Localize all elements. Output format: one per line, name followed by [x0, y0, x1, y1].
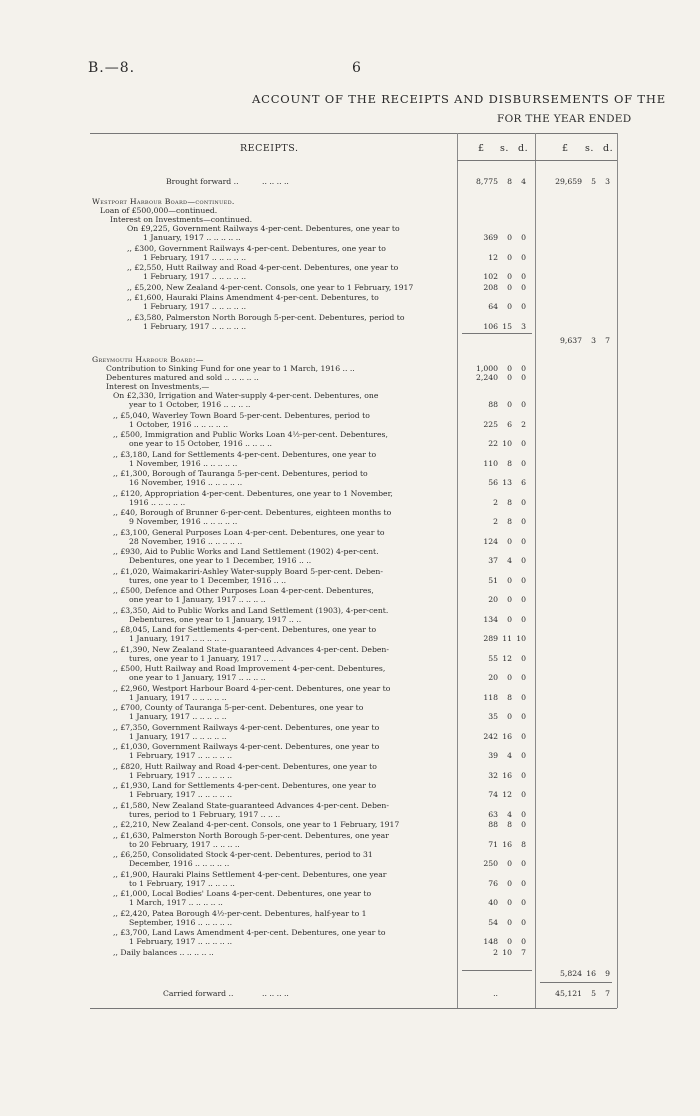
item-text-line: to 1 February, 1917 .. .. .. .. [129, 878, 235, 888]
brought-forward-leader: .. .. .. .. [262, 177, 289, 186]
brought-forward-total-shillings: 5 [591, 177, 596, 186]
item-pence: 8 [521, 839, 526, 849]
item-text-line: ,, £820, Hutt Railway and Road 4-per-cent. Debentures, one year to [113, 761, 377, 771]
item-shillings: 8 [507, 497, 512, 507]
item-text-line: ,, £930, Aid to Public Works and Land Settlement (1902) 4-per-cent. [113, 547, 379, 556]
item-pence: 0 [521, 692, 526, 702]
item-text-line: ,, £1,300, Borough of Tauranga 5-per-cent. Debentures, period to [113, 469, 368, 478]
item-pence: 0 [521, 272, 526, 281]
item-text-line: ,, £500, Hutt Railway and Road Improvement 4-per-cent. Debentures, [113, 664, 386, 673]
carried-forward-total-pounds: 45,121 [555, 989, 582, 998]
item-pence: 0 [521, 233, 526, 242]
pound-header-2: £ [562, 143, 569, 154]
debentures-sold-pounds: 2,240 [475, 373, 498, 382]
item-text-line: ,, £1,930, Land for Settlements 4-per-cent. Debentures, one year to [113, 781, 377, 790]
total-rule [540, 982, 612, 983]
item-text-line: ,, £120, Appropriation 4-per-cent. Debentures, one year to 1 November, [113, 488, 393, 498]
item-shillings: 6 [507, 419, 512, 429]
item-text-line: ,, £2,420, Patea Borough 4½-per-cent. Debentures, half-year to 1 [113, 908, 367, 918]
item-text-line: 1916 .. .. .. .. .. [129, 497, 186, 507]
item-pounds: 55 [488, 653, 498, 663]
item-text-line: 1 February, 1917 .. .. .. .. .. [143, 252, 247, 262]
item-pounds: 2 [493, 947, 498, 957]
item-pence: 0 [521, 575, 526, 585]
item-pence: 2 [521, 419, 526, 429]
item-text-line: 1 February, 1917 .. .. .. .. .. [143, 321, 247, 331]
item-pence: 0 [521, 252, 526, 262]
table-top-rule [90, 133, 617, 134]
item-shillings: 0 [507, 712, 512, 721]
item-pounds: 35 [488, 712, 498, 721]
column-rule [457, 133, 458, 1008]
item-pence: 10 [516, 634, 526, 643]
item-pounds: 225 [483, 419, 498, 429]
item-shillings: 0 [507, 673, 512, 682]
item-shillings: 0 [507, 575, 512, 585]
item-pounds: 76 [488, 878, 498, 888]
item-pence: 0 [521, 790, 526, 799]
item-text-line: September, 1916 .. .. .. .. .. [129, 917, 233, 927]
item-text-line: 1 January, 1917 .. .. .. .. .. [129, 692, 227, 702]
item-pounds: 2 [493, 517, 498, 526]
item-text-line: On £9,225, Government Railways 4-per-cent. Debentures, one year to [127, 224, 400, 233]
item-pence: 0 [521, 556, 526, 565]
item-shillings: 10 [502, 439, 512, 448]
item-pence: 0 [521, 859, 526, 868]
item-text-line: year to 1 October, 1916 .. .. .. .. [129, 400, 251, 409]
westport-section-title: Westport Harbour Board—continued. [92, 197, 235, 206]
item-text-line: ,, £300, Government Railways 4-per-cent. Debentures, one year to [127, 243, 386, 253]
item-pounds: 22 [488, 439, 498, 448]
item-shillings: 0 [507, 252, 512, 262]
item-shillings: 0 [507, 898, 512, 907]
item-text-line: ,, £8,045, Land for Settlements 4-per-cent. Debentures, one year to [113, 625, 377, 634]
item-shillings: 0 [507, 859, 512, 868]
item-text-line: 1 February, 1917 .. .. .. .. .. [143, 302, 247, 311]
item-text-line: ,, £500, Defence and Other Purposes Loan 4-per-cent. Debentures, [113, 586, 374, 595]
item-pence: 0 [521, 712, 526, 721]
item-shillings: 15 [502, 321, 512, 331]
item-text-line: ,, Daily balances .. .. .. .. .. [113, 947, 214, 957]
carried-forward-total-shillings: 5 [591, 989, 596, 998]
item-text-line: ,, £3,180, Land for Settlements 4-per-cent. Debentures, one year to [113, 449, 377, 459]
item-text-line: 1 March, 1917 .. .. .. .. .. [129, 898, 223, 907]
item-pounds: 39 [488, 751, 498, 760]
item-text-line: 28 November, 1916 .. .. .. .. .. [129, 536, 243, 546]
debentures-sold-shillings: 0 [507, 373, 512, 382]
item-text-line: tures, one year to 1 December, 1916 .. .. [129, 575, 287, 585]
item-text-line: ,, £40, Borough of Brunner 6-per-cent. Debentures, eighteen months to [113, 508, 392, 517]
item-shillings: 4 [507, 809, 512, 819]
item-text-line: 1 November, 1916 .. .. .. .. .. [129, 458, 238, 468]
item-pounds: 63 [488, 809, 498, 819]
page-header-code: B.—8. [88, 60, 136, 76]
item-text-line: On £2,330, Irrigation and Water-supply 4-per-cent. Debentures, one [113, 391, 379, 400]
pound-header-1: £ [478, 143, 485, 154]
item-text-line: 1 February, 1917 .. .. .. .. .. [143, 272, 247, 281]
item-text-line: one year to 1 January, 1917 .. .. .. .. [129, 673, 266, 682]
table-bottom-rule [90, 1008, 617, 1009]
item-text-line: 1 January, 1917 .. .. .. .. .. [129, 731, 227, 741]
account-subtitle: FOR THE YEAR ENDED [497, 113, 632, 125]
item-text-line: ,, £7,350, Government Railways 4-per-cent. Debentures, one year to [113, 722, 380, 732]
pence-header-2: d. [603, 143, 614, 154]
item-pounds: 37 [488, 556, 498, 565]
item-shillings: 13 [502, 478, 512, 487]
item-text-line: 1 February, 1917 .. .. .. .. .. [129, 790, 233, 799]
westport-interest-heading: Interest on Investments—continued. [110, 215, 253, 224]
item-pounds: 20 [488, 595, 498, 604]
item-text-line: ,, £1,390, New Zealand State-guaranteed Advances 4-per-cent. Deben- [113, 644, 389, 654]
item-text-line: ,, £1,630, Palmerston North Borough 5-per-cent. Debentures, one year [113, 830, 389, 840]
item-pounds: 124 [483, 536, 498, 546]
item-text-line: ,, £1,900, Hauraki Plains Settlement 4-per-cent. Debentures, one year [113, 869, 387, 879]
item-shillings: 8 [507, 517, 512, 526]
subtotal-rule [462, 333, 532, 334]
brought-forward-shillings: 8 [507, 177, 512, 186]
item-pence: 0 [521, 517, 526, 526]
header-rule [457, 160, 617, 161]
column-rule [535, 133, 536, 1008]
item-pence: 0 [521, 937, 526, 946]
item-text-line: 1 February, 1917 .. .. .. .. .. [129, 751, 233, 760]
item-pounds: 208 [483, 282, 498, 292]
westport-total-pounds: 9,637 [559, 336, 582, 345]
item-shillings: 12 [502, 790, 512, 799]
item-pence: 0 [521, 751, 526, 760]
item-text-line: December, 1916 .. .. .. .. .. [129, 859, 230, 868]
item-text-line: ,, £6,250, Consolidated Stock 4-per-cent. Debentures, period to 31 [113, 850, 373, 859]
westport-total-pence: 7 [605, 336, 610, 345]
item-text-line: 1 January, 1917 .. .. .. .. .. [129, 634, 227, 643]
item-pounds: 64 [488, 302, 498, 311]
item-shillings: 0 [507, 536, 512, 546]
item-shillings: 8 [507, 458, 512, 468]
greymouth-section-title: Greymouth Harbour Board:— [92, 355, 204, 364]
item-pounds: 134 [483, 614, 498, 624]
item-text-line: to 20 February, 1917 .. .. .. .. [129, 839, 240, 849]
item-text-line: 1 February, 1917 .. .. .. .. .. [129, 770, 233, 780]
item-pounds: 71 [488, 839, 498, 849]
contribution-pounds: 1,000 [475, 364, 498, 373]
item-text-line: ,, £1,020, Waimakariri-Ashley Water-supply Board 5-per-cent. Deben- [113, 566, 383, 576]
item-text-line: ,, £1,600, Hauraki Plains Amendment 4-per-cent. Debentures, to [127, 293, 379, 302]
item-pounds: 51 [488, 575, 498, 585]
brought-forward-pence: 4 [521, 177, 526, 186]
item-pence: 7 [521, 947, 526, 957]
item-shillings: 0 [507, 272, 512, 281]
shilling-header-1: s. [500, 143, 509, 154]
item-shillings: 16 [502, 731, 512, 741]
carried-forward-total-pence: 7 [605, 989, 610, 998]
contribution-pence: 0 [521, 364, 526, 373]
item-shillings: 8 [507, 692, 512, 702]
item-pounds: 88 [488, 820, 498, 829]
item-text-line: ,, £700, County of Tauranga 5-per-cent. Debentures, one year to [113, 703, 364, 712]
item-pence: 0 [521, 770, 526, 780]
item-text-line: ,, £2,960, Westport Harbour Board 4-per-cent. Debentures, one year to [113, 683, 391, 693]
item-shillings: 10 [502, 947, 512, 957]
item-text-line: ,, £3,580, Palmerston North Borough 5-per-cent. Debentures, period to [127, 312, 405, 322]
item-pounds: 102 [483, 272, 498, 281]
carried-forward-label: Carried forward .. [163, 989, 234, 998]
item-pounds: 250 [483, 859, 498, 868]
item-pence: 0 [521, 878, 526, 888]
item-pounds: 88 [488, 400, 498, 409]
item-text-line: ,, £1,580, New Zealand State-guaranteed Advances 4-per-cent. Deben- [113, 800, 389, 810]
item-pounds: 20 [488, 673, 498, 682]
item-text-line: ,, £1,000, Local Bodies' Loans 4-per-cent. Debentures, one year to [113, 889, 372, 898]
brought-forward-total-pence: 3 [605, 177, 610, 186]
item-text-line: ,, £1,030, Government Railways 4-per-cent. Debentures, one year to [113, 742, 380, 751]
item-text-line: ,, £3,100, General Purposes Loan 4-per-cent. Debentures, one year to [113, 527, 385, 537]
westport-total-shillings: 3 [591, 336, 596, 345]
contribution-shillings: 0 [507, 364, 512, 373]
item-shillings: 0 [507, 595, 512, 604]
item-pence: 0 [521, 917, 526, 927]
item-text-line: ,, £500, Immigration and Public Works Loan 4½-per-cent. Debentures, [113, 430, 388, 439]
shilling-header-2: s. [585, 143, 594, 154]
item-pence: 0 [521, 497, 526, 507]
item-text-line: 1 February, 1917 .. .. .. .. .. [129, 937, 233, 946]
item-pounds: 40 [488, 898, 498, 907]
item-text-line: 1 October, 1916 .. .. .. .. .. [129, 419, 229, 429]
contribution-label: Contribution to Sinking Fund for one year to 1 March, 1916 .. .. [106, 364, 355, 373]
item-pence: 0 [521, 731, 526, 741]
item-pence: 0 [521, 458, 526, 468]
item-text-line: ,, £2,550, Hutt Railway and Road 4-per-cent. Debentures, one year to [127, 263, 399, 272]
item-text-line: ,, £5,040, Waverley Town Board 5-per-cent. Debentures, period to [113, 410, 370, 420]
item-shillings: 12 [502, 653, 512, 663]
item-pounds: 106 [483, 321, 498, 331]
item-text-line: tures, period to 1 February, 1917 .. .. .. [129, 809, 281, 819]
item-pence: 0 [521, 302, 526, 311]
item-pence: 0 [521, 809, 526, 819]
item-pence: 0 [521, 820, 526, 829]
greymouth-total-pence: 9 [605, 969, 610, 978]
item-pence: 0 [521, 653, 526, 663]
subtotal-rule [462, 970, 532, 971]
item-pounds: 54 [488, 917, 498, 927]
item-pounds: 74 [488, 790, 498, 799]
item-shillings: 0 [507, 233, 512, 242]
item-pence: 0 [521, 673, 526, 682]
item-shillings: 4 [507, 556, 512, 565]
item-text-line: Debentures, one year to 1 December, 1916 .. .. [129, 556, 312, 565]
carried-forward-leader: .. .. .. .. [262, 989, 289, 998]
item-shillings: 4 [507, 751, 512, 760]
westport-loan-heading: Loan of £500,000—continued. [100, 206, 218, 215]
item-pence: 0 [521, 614, 526, 624]
item-shillings: 8 [507, 820, 512, 829]
item-pence: 0 [521, 282, 526, 292]
item-shillings: 0 [507, 917, 512, 927]
item-pence: 0 [521, 595, 526, 604]
brought-forward-pounds: 8,775 [475, 177, 498, 186]
item-shillings: 11 [502, 634, 512, 643]
item-pounds: 289 [483, 634, 498, 643]
brought-forward-label: Brought forward .. [166, 177, 239, 186]
greymouth-interest-heading: Interest on Investments,— [106, 382, 210, 391]
brought-forward-total-pounds: 29,659 [555, 177, 582, 186]
carried-forward-dots: .. [493, 989, 498, 998]
column-rule [617, 133, 618, 1008]
item-text-line: one year to 1 January, 1917 .. .. .. .. [129, 595, 266, 604]
item-pounds: 242 [483, 731, 498, 741]
item-text-line: one year to 15 October, 1916 .. .. .. .. [129, 439, 272, 448]
item-text-line: ,, £3,700, Land Laws Amendment 4-per-cent. Debentures, one year to [113, 928, 386, 937]
item-shillings: 16 [502, 770, 512, 780]
debentures-sold-pence: 0 [521, 373, 526, 382]
page-number: 6 [352, 60, 361, 76]
item-pence: 0 [521, 536, 526, 546]
debentures-sold-label: Debentures matured and sold .. .. .. .. .. [106, 373, 259, 382]
item-text-line: ,, £2,210, New Zealand 4-per-cent. Consols, one year to 1 February, 1917 [113, 820, 400, 829]
item-pounds: 12 [488, 252, 498, 262]
pence-header-1: d. [518, 143, 529, 154]
receipts-column-header: RECEIPTS. [240, 143, 299, 154]
item-pounds: 118 [483, 692, 498, 702]
item-text-line: 9 November, 1916 .. .. .. .. .. [129, 517, 238, 526]
item-shillings: 0 [507, 614, 512, 624]
item-pounds: 2 [493, 497, 498, 507]
item-text-line: Debentures, one year to 1 January, 1917 .. .. [129, 614, 302, 624]
item-pence: 6 [521, 478, 526, 487]
greymouth-total-pounds: 5,824 [559, 969, 582, 978]
account-title: ACCOUNT OF THE RECEIPTS AND DISBURSEMENTS OF THE [252, 92, 666, 106]
item-text-line: 16 November, 1916 .. .. .. .. .. [129, 478, 243, 487]
item-pounds: 110 [483, 458, 498, 468]
item-text-line: 1 January, 1917 .. .. .. .. .. [143, 233, 241, 242]
item-shillings: 0 [507, 400, 512, 409]
item-pounds: 56 [488, 478, 498, 487]
item-text-line: tures, one year to 1 January, 1917 .. .. .. [129, 653, 284, 663]
item-shillings: 0 [507, 878, 512, 888]
item-text-line: ,, £3,350, Aid to Public Works and Land Settlement (1903), 4-per-cent. [113, 605, 389, 615]
item-pence: 0 [521, 898, 526, 907]
item-text-line: 1 January, 1917 .. .. .. .. .. [129, 712, 227, 721]
item-pounds: 369 [483, 233, 498, 242]
item-shillings: 0 [507, 302, 512, 311]
item-shillings: 0 [507, 937, 512, 946]
item-shillings: 16 [502, 839, 512, 849]
item-shillings: 0 [507, 282, 512, 292]
greymouth-total-shillings: 16 [586, 969, 596, 978]
item-text-line: ,, £5,200, New Zealand 4-per-cent. Consols, one year to 1 February, 1917 [127, 282, 414, 292]
item-pounds: 148 [483, 937, 498, 946]
item-pounds: 32 [488, 770, 498, 780]
item-pence: 3 [521, 321, 526, 331]
item-pence: 0 [521, 400, 526, 409]
item-pence: 0 [521, 439, 526, 448]
